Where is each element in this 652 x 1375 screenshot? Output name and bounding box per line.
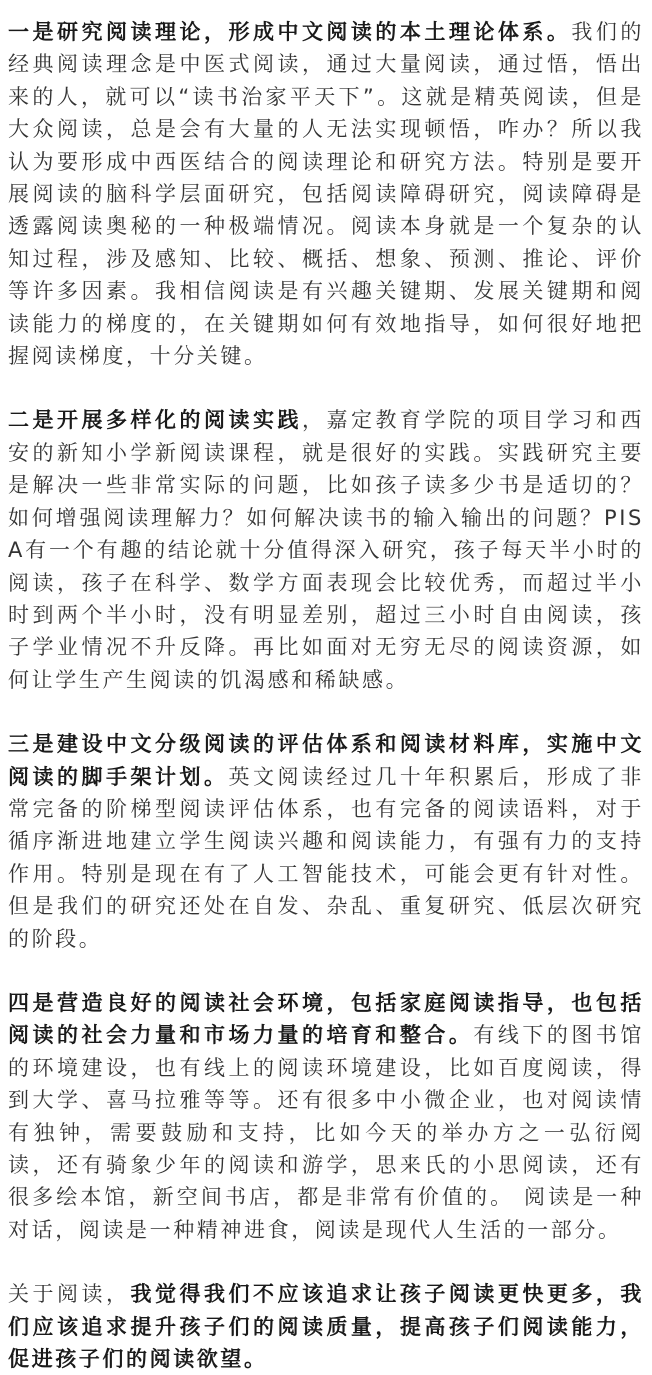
paragraph-heading: 四是营造良好的阅读社会环境，包括家庭阅读指导，也包括阅读的社会力量和市场力量的培育和整合。 xyxy=(8,990,644,1048)
paragraph-research-theory xyxy=(8,16,644,372)
paragraph-text: 英文阅读经过几十年积累后，形成了非常完备的阶梯型阅读评估体系，也有完备的阅读语料，对于循序渐进地建立学生阅读兴趣和阅读能力，有强有力的支持作用。特别是现在有了人工智能技术，可能会更有针对性。但是我们的研究还处在自发、杂乱、重复研究、低层次研究的阶段。 xyxy=(8,764,644,951)
paragraph-social-environment xyxy=(8,987,644,1246)
paragraph-text: 有线下的图书馆的环境建设，也有线上的阅读环境建设，比如百度阅读，得到大学、喜马拉雅等等。还有很多中小微企业，也对阅读情有独钟，需要鼓励和支持，比如今天的举办方之一弘衍阅读，还有骑象少年的阅读和游学，思来氏的小思阅读，还有很多绘本馆，新空间书店，都是非常有价值的。 阅读是一种对话，阅读是一种精神进食，阅读是现代人生活的一部分。 xyxy=(8,1023,644,1242)
paragraph-text: 我们的经典阅读理念是中医式阅读，通过大量阅读，通过悟，悟出来的人，就可以“读书治家平天下”。这就是精英阅读，但是大众阅读，总是会有大量的人无法实现顿悟，咋办？所以我认为要形成中西医结合的阅读理论和研究方法。特别是要开展阅读的脑科学层面研究，包括阅读障碍研究，阅读障碍是透露阅读奥秘的一种极端情况。阅读本身就是一个复杂的认知过程，涉及感知、比较、概括、想象、预测、推论、评价等许多因素。我相信阅读是有兴趣关键期、发展关键期和阅读能力的梯度的，在关键期如何有效地指导，如何很好地把握阅读梯度，十分关键。 xyxy=(8,20,644,369)
paragraph-text: ，嘉定教育学院的项目学习和西安的新知小学新阅读课程，就是很好的实践。实践研究主要是解决一些非常实际的问题，比如孩子读多少书是适切的？如何增强阅读理解力？如何解决读书的输入输出的问题？PISA有一个有趣的结论就十分值得深入研究，孩子每天半小时的阅读，孩子在科学、数学方面表现会比较优秀，而超过半小时到两个半小时，没有明显差别，超过三小时自由阅读，孩子学业情况不升反降。再比如面对无穷无尽的阅读资源，如何让学生产生阅读的饥渴感和稀缺感。 xyxy=(8,408,644,692)
paragraph-heading: 一是研究阅读理论，形成中文阅读的本土理论体系。 xyxy=(8,20,572,44)
closing-statement: 我觉得我们不应该追求让孩子阅读更快更多，我们应该追求提升孩子们的阅读质量，提高孩子们阅读能力，促进孩子们的阅读欲望。 xyxy=(8,1282,644,1372)
paragraph-heading: 三是建设中文分级阅读的评估体系和阅读材料库，实施中文阅读的脚手架计划。 xyxy=(8,732,644,789)
paragraph-closing xyxy=(8,1278,644,1375)
paragraph-graded-reading xyxy=(8,728,644,955)
paragraph-reading-practice xyxy=(8,404,644,696)
closing-lead: 关于阅读， xyxy=(8,1282,131,1307)
paragraph-heading: 二是开展多样化的阅读实践 xyxy=(8,408,302,433)
